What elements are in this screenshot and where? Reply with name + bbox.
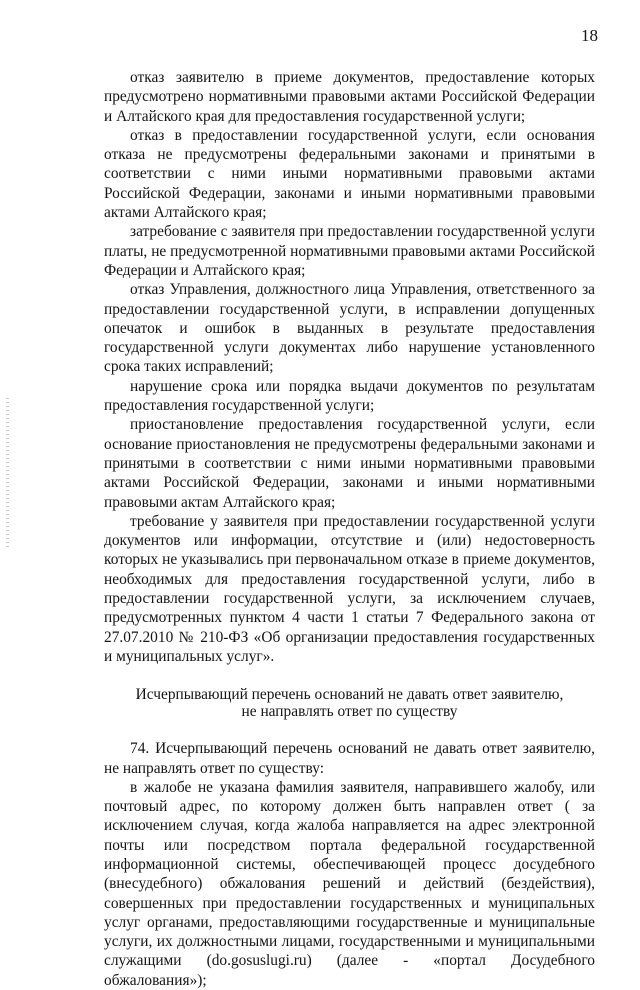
paragraph-deadline-violation: нарушение срока или порядка выдачи документов по результатам предоставления государственной услуги; (104, 377, 595, 415)
paragraph-suspension: приостановление предоставления государственной услуги, если основание приостановления не предусмотрены федеральными законами и принятыми в соответствии с ними иными нормативными правовыми актами Российской Федерации, законами и иными нормативными правовыми актам Алтайского края; (104, 416, 595, 511)
document-body (104, 68, 595, 990)
section-heading (104, 686, 595, 720)
section-heading-line-2: не направлять ответ по существу (241, 703, 458, 721)
paragraph-refusal-service: отказ в предоставлении государственной услуги, если основания отказа не предусмотрены федеральными законами и принятыми в соответствии с ними иными нормативными правовыми актами Российской Федерации, законами и иными нормативными правовыми актами Алтайского края; (104, 126, 595, 222)
paragraph-missing-surname: в жалобе не указана фамилия заявителя, направившего жалобу, или почтовый адрес, по которому должен быть направлен ответ ( за исключением случая, когда жалоба направляется на адрес электронной почты или посредством портала федеральной государственной информационной системы, обеспечивающей процесс досудебного (внесудебного) обжалования решений и действий (бездействия), совершенных при предоставлении государственных и муниципальных услуг органами, предоставляющими государственные и муниципальные услуги, их должностными лицами, государственными и муниципальными служащими (do.gosuslugi.ru) (далее - «портал Досудебного обжалования»); (104, 778, 595, 989)
paragraph-correction-refusal: отказ Управления, должностного лица Управления, ответственного за предоставлении государственной услуги, в исправлении допущенных опечаток и ошибок в выданных в результате предоставления государственной услуги документах либо нарушение установленного срока таких исправлений; (104, 281, 595, 376)
paragraph-fee-request: затребование с заявителя при предоставлении государственной услуги платы, не предусмотренной нормативными правовыми актами Российской Федерации и Алтайского края; (104, 223, 595, 279)
scan-margin-marks (6, 398, 9, 548)
paragraph-document-requirement: требование у заявителя при предоставлении государственной услуги документов или информации, отсутствие и (или) недостоверность которых не указывались при первоначальном отказе в приеме документов, необходимых для предоставления государственной услуги, либо в предоставлении государственной услуги, за исключением случаев, предусмотренных пунктом 4 части 1 статьи 7 Федерального закона от 27.07.2010 № 210-ФЗ «Об организации предоставления государственных и муниципальных услуг». (104, 512, 595, 665)
page-number: 18 (581, 26, 598, 45)
paragraph-refusal-documents: отказ заявителю в приеме документов, предоставление которых предусмотрено нормативными правовыми актами Российской Федерации и Алтайского края для предоставления государственной услуги; (104, 69, 595, 125)
section-heading-line-1: Исчерпывающий перечень оснований не давать ответ заявителю, (135, 686, 564, 704)
paragraph-item-74: 74. Исчерпывающий перечень оснований не давать ответ заявителю, не направлять ответ по существу: (104, 740, 595, 777)
